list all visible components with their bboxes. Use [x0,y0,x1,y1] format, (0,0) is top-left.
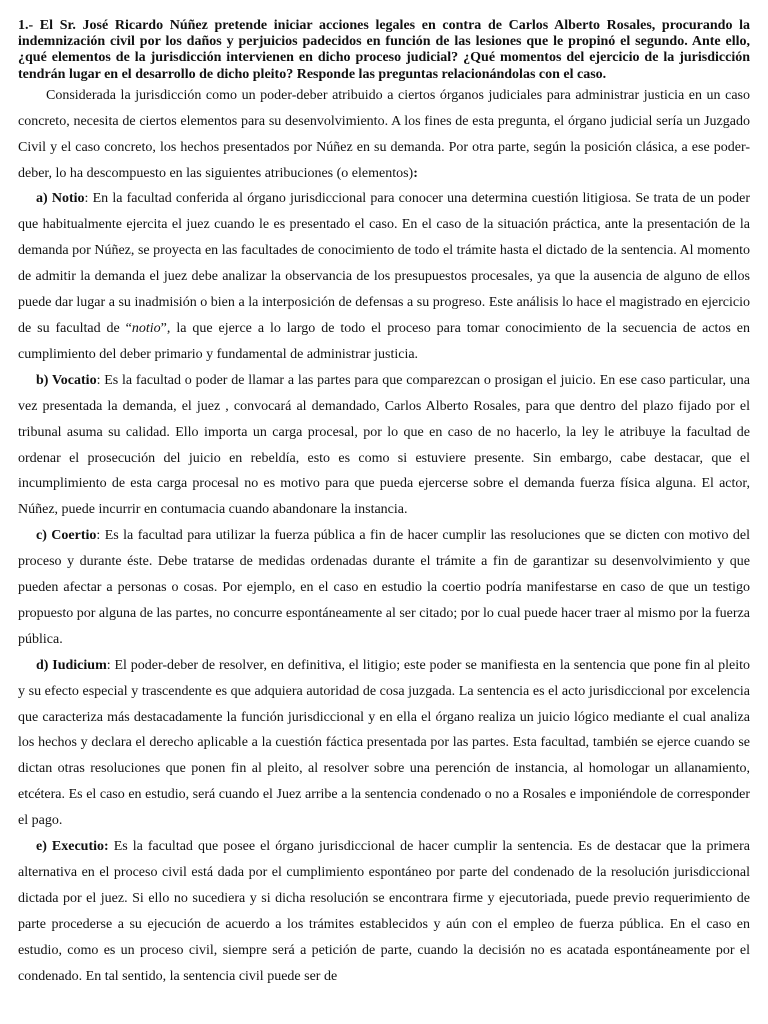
vocatio-label: b) Vocatio [36,372,97,388]
vocatio-text: : Es la facultad o poder de llamar a las partes para que comparezcan o prosigan el juicio. En ese caso particular, una vez presentada la demanda, el juez , convocará al demandado, Carlos Alberto Rosales, para que dentro del plazo fijado por el tribunal asuma su calidad. Ello importa un carga procesal, por lo que en caso de no hacerlo, la ley le atribuye la facultad de ordenar el prosecución del juicio en rebeldía, esto es como si estuviere presente. Sin embargo, cabe destacar, que el incumplimiento de esta carga procesal no es motivo para que pueda ejercerse sobre el demanda fuerza física alguna. El actor, Núñez, puede incurrir en contumacia cuando abandonare la instancia. [18,372,750,518]
executio-paragraph [18,834,750,989]
notio-text: : En la facultad conferida al órgano jurisdiccional para conocer una determina cuestión litigiosa. Se trata de un poder que habitualmente ejercita el juez cuando le es presentado el caso. En el caso de la situación práctica, ante la presentación de la demanda por Núñez, se proyecta en las facultades de conocimiento de todo el trámite hasta el dictado de la sentencia. Al momento de admitir la demanda el juez debe analizar la observancia de los presupuestos procesales, ya que la ausencia de alguno de ellos puede dar lugar a su inadmisión o bien a la interposición de defensas a su progreso. Este análisis lo hace el magistrado en ejercicio de su facultad de “ [18,191,751,336]
coertio-text: : Es la facultad para utilizar la fuerza pública a fin de hacer cumplir las resoluciones que se dicten con motivo del proceso y durante éste. Debe tratarse de medidas ordenadas durante el trámite a fin de garantizar su desenvolvimiento y que pueden afectar a personas o cosas. Por ejemplo, en el caso en estudio la coertio podría manifestarse en caso de que un testigo propuesto por alguna de las partes, no concurre espontáneamente al ser citado; por lo cual puede hacer traer al mismo por la fuerza pública. [18,528,750,647]
iudicium-paragraph [18,653,750,834]
notio-label: a) Notio [36,191,85,207]
iudicium-label: d) Iudicium [36,657,107,673]
notio-italic-term: notio [131,320,161,336]
intro-paragraph [18,83,750,187]
executio-label: e) Executio: [36,839,109,855]
coertio-label: c) Coertio [36,528,97,544]
question-heading: 1.- El Sr. José Ricardo Núñez pretende iniciar acciones legales en contra de Carlos Alberto Rosales, procurando la indemnización civil por los daños y perjuicios padecidos en función de las lesiones que le propinó el segundo. Ante ello, ¿qué elementos de la jurisdicción intervienen en dicho proceso judicial? ¿Qué momentos del ejercicio de la jurisdicción tendrán lugar en el desarrollo de dicho pleito? Responde las preguntas relacionándolas con el caso. [18,18,750,82]
coertio-paragraph [18,523,750,653]
notio-paragraph [18,186,750,367]
iudicium-text: : El poder-deber de resolver, en definitiva, el litigio; este poder se manifiesta en la sentencia que pone fin al pleito y su efecto especial y trascendente es que adquiera autoridad de cosa juzgada. La sentencia es el acto jurisdiccional por excelencia que caracteriza más destacadamente la función jurisdiccional y en ella el órgano realiza un juicio lógico mediante el cual analiza los hechos y declara el derecho aplicable a la cuestión fáctica presentada por las partes. Esta facultad, también se ejerce cuando se dictan otras resoluciones que ponen fin al pleito, al resolver sobre una perención de instancia, al homologar un allanamiento, etcétera. Es el caso en estudio, será cuando el Juez arribe a la sentencia condenado o no a Rosales e imponiéndole de corresponder el pago. [18,657,750,829]
intro-colon: : [413,165,418,181]
notio-text-after: ”, la que ejerce a lo largo de todo el proceso para tomar conocimiento de la secuencia de actos en cumplimiento del deber primario y fundamental de administrar justicia. [18,320,750,362]
executio-text: Es la facultad que posee el órgano jurisdiccional de hacer cumplir la sentencia. Es de destacar que la primera alternativa en el proceso civil está dada por el cumplimiento espontáneo por parte del condenado de la resolución jurisdiccional dictada por el juez. Si ello no sucediera y si dicha resolución se encontrara firme y ejecutoriada, puede previo requerimiento de parte procederse a su ejecución de acuerdo a los trámites establecidos y aún con el empleo de fuerza pública. En el caso en estudio, como es un proceso civil, siempre será a petición de parte, cuando la decisión no es acatada espontáneamente por el condenado. En tal sentido, la sentencia civil puede ser de [18,839,750,984]
intro-text: Considerada la jurisdicción como un poder-deber atribuido a ciertos órganos judiciales para administrar justicia en un caso concreto, necesita de ciertos elementos para su desenvolvimiento. A los fines de esta pregunta, el órgano judicial sería un Juzgado Civil y el caso concreto, los hechos presentados por Núñez en su demanda. Por otra parte, según la posición clásica, a ese poder-deber, lo ha descompuesto en las siguientes atribuciones (o elementos) [18,87,750,181]
vocatio-paragraph [18,368,750,523]
